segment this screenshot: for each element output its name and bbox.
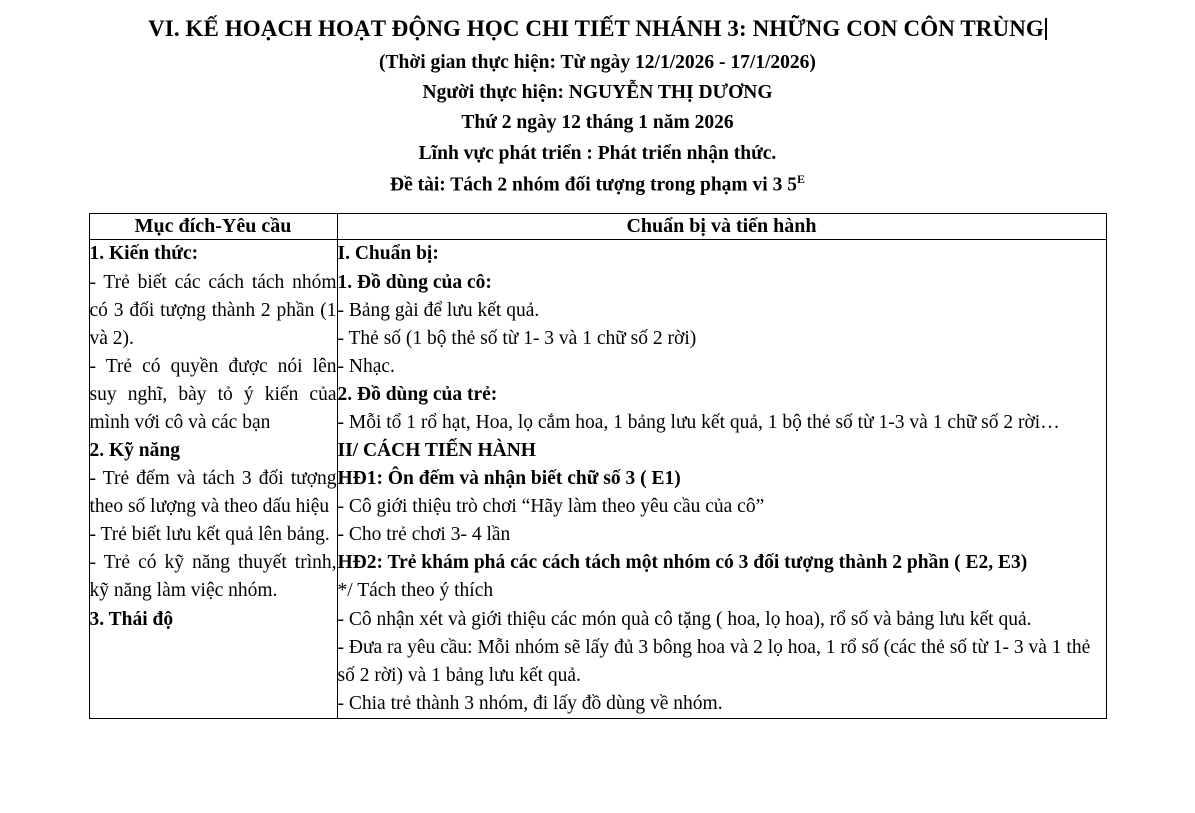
lesson-topic-text: Đề tài: Tách 2 nhóm đối tượng trong phạm vi 3 5 xyxy=(390,174,797,196)
preparation-line-0: I. Chuẩn bị: xyxy=(337,243,439,265)
preparation-line-10: - Cho trẻ chơi 3- 4 lần xyxy=(337,524,511,546)
table-body-row xyxy=(89,240,1106,718)
objective-line-0: 1. Kiến thức: xyxy=(89,243,199,265)
table-header-row xyxy=(89,214,1106,240)
preparation-line-9: - Cô giới thiệu trò chơi “Hãy làm theo yêu cầu của cô” xyxy=(337,496,765,518)
cell-objectives xyxy=(89,240,337,718)
title-wrapper xyxy=(88,14,1107,48)
objective-line-4: - Trẻ đếm và tách 3 đối tượng theo số lượng và theo dấu hiệu xyxy=(89,468,337,518)
lesson-date: Thứ 2 ngày 12 tháng 1 năm 2026 xyxy=(461,112,734,134)
objective-line-6: - Trẻ có kỹ năng thuyết trình, kỹ năng làm việc nhóm. xyxy=(89,552,337,602)
preparation-line-11: HĐ2: Trẻ khám phá các cách tách một nhóm có 3 đối tượng thành 2 phần ( E2, E3) xyxy=(337,552,1028,574)
objective-line-2: - Trẻ có quyền được nói lên suy nghĩ, bày tỏ ý kiến của mình với cô và các bạn xyxy=(89,355,337,433)
page-title: VI. KẾ HOẠCH HOẠT ĐỘNG HỌC CHI TIẾT NHÁNH 3: NHỮNG CON CÔN TRÙNG xyxy=(148,16,1044,41)
preparation-content xyxy=(338,240,1106,717)
lesson-topic xyxy=(88,170,1107,201)
preparation-line-3: - Thẻ số (1 bộ thẻ số từ 1- 3 và 1 chữ số 2 rời) xyxy=(337,327,697,349)
time-range: (Thời gian thực hiện: Từ ngày 12/1/2026 - 17/1/2026) xyxy=(379,51,816,73)
preparation-line-5: 2. Đồ dùng của trẻ: xyxy=(337,383,498,405)
cell-preparation xyxy=(337,240,1106,718)
preparation-line-13: - Cô nhận xét và giới thiệu các món quà cô tặng ( hoa, lọ hoa), rổ số và bảng lưu kết quả. xyxy=(337,608,1032,630)
preparation-line-4: - Nhạc. xyxy=(337,355,395,377)
document-header xyxy=(88,14,1107,200)
column-header-objectives: Mục đích-Yêu cầu xyxy=(89,214,337,240)
column-header-preparation: Chuẩn bị và tiến hành xyxy=(337,214,1106,240)
objective-line-5: - Trẻ biết lưu kết quả lên bảng. xyxy=(89,524,330,546)
preparation-line-2: - Bảng gài để lưu kết quả. xyxy=(337,299,540,321)
objective-line-7: 3. Thái độ xyxy=(89,608,174,630)
preparation-line-6: - Mỗi tổ 1 rổ hạt, Hoa, lọ cắm hoa, 1 bảng lưu kết quả, 1 bộ thẻ số từ 1-3 và 1 chữ số 2 rời… xyxy=(337,411,1060,433)
preparation-line-8: HĐ1: Ôn đếm và nhận biết chữ số 3 ( E1) xyxy=(337,468,681,490)
objectives-content xyxy=(90,240,337,633)
preparation-line-7: II/ CÁCH TIẾN HÀNH xyxy=(337,440,536,462)
objective-line-3: 2. Kỹ năng xyxy=(89,440,180,462)
preparation-line-12: */ Tách theo ý thích xyxy=(337,580,494,602)
development-field: Lĩnh vực phát triển : Phát triển nhận thức. xyxy=(418,142,777,164)
preparation-line-14: - Đưa ra yêu cầu: Mỗi nhóm sẽ lấy đủ 3 bông hoa và 2 lọ hoa, 1 rổ số (các thẻ số từ 1- 3 và 1 thẻ số 2 rời) và 1 bảng lưu kết quả. xyxy=(337,636,1091,686)
lesson-topic-superscript: E xyxy=(796,171,805,186)
lesson-plan-table xyxy=(89,213,1107,718)
preparation-line-1: 1. Đồ dùng của cô: xyxy=(337,271,492,293)
preparation-line-15: - Chia trẻ thành 3 nhóm, đi lấy đồ dùng về nhóm. xyxy=(337,692,723,714)
performer: Người thực hiện: NGUYỄN THỊ DƯƠNG xyxy=(422,82,773,104)
objective-line-1: - Trẻ biết các cách tách nhóm có 3 đối tượng thành 2 phần (1 và 2). xyxy=(89,271,337,349)
text-cursor xyxy=(1045,18,1047,40)
